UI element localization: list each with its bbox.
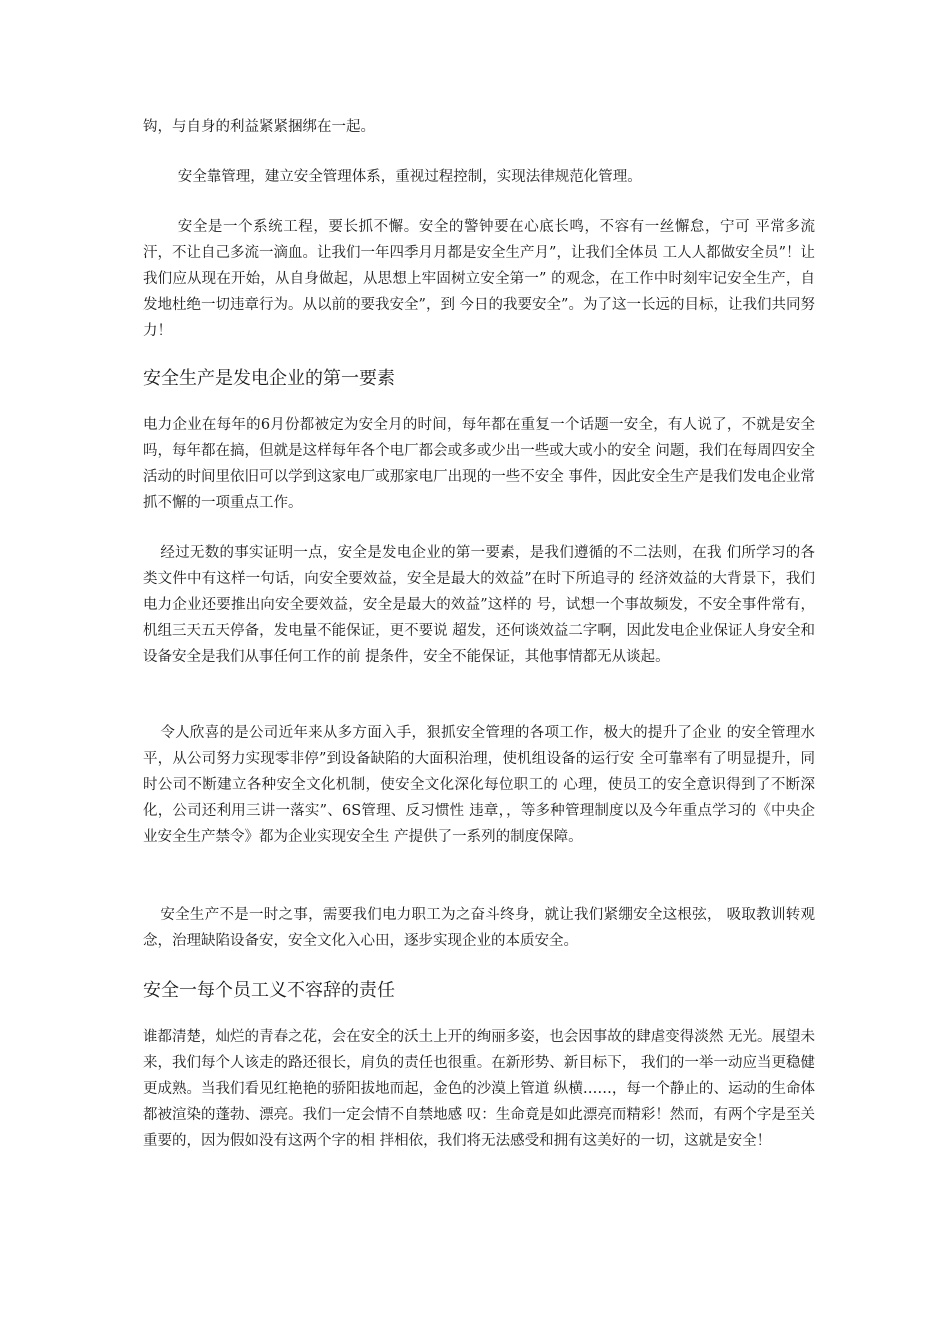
paragraph-2: 安全靠管理，建立安全管理体系，重视过程控制，实现法律规范化管理。	[177, 169, 642, 185]
section-heading-2: 安全一每个员工义不容辞的责任	[143, 980, 395, 1001]
paragraph-6: 令人欣喜的是公司近年来从多方面入手，狠抓安全管理的各项工作，极大的提升了企业 的安全管理水平，从公司努力实现零非停”到设备缺陷的大面积治理，使机组设备的运行安 全可靠率有了明显提升，同时公司不断建立各种安全文化机制，使安全文化深化每位职工的 心理，使员工的安全意识得到了不断深化，公司还利用三讲一落实”、6S管理、反习惯性 违章，，等多种管理制度以及今年重点学习的《中央企业安全生产禁令》都为企业实现安全生 产提供了一系列的制度保障。	[143, 725, 815, 845]
paragraph-8: 谁都清楚，灿烂的青春之花，会在安全的沃土上开的绚丽多姿，也会因事故的肆虐变得淡然 无光。展望未来，我们每个人该走的路还很长，肩负的责任也很重。在新形势、新目标下， 我们的一举一动应当更稳健更成熟。当我们看见红艳艳的骄阳拔地而起，金色的沙漠上管道 纵横……，每一个静止的、运动的生命体都被渲染的蓬勃、漂亮。我们一定会情不自禁地感 叹：生命竟是如此漂亮而精彩！然而，有两个字是至关重要的，因为假如没有这两个字的相 拌相依，我们将无法感受和拥有这美好的一切，这就是安全！	[143, 1029, 815, 1149]
paragraph-5: 经过无数的事实证明一点，安全是发电企业的第一要素，是我们遵循的不二法则，在我 们所学习的各类文件中有这样一句话，向安全要效益，安全是最大的效益”在时下所追寻的 经济效益的大背景下，我们电力企业还要推出向安全要效益，安全是最大的效益”这样的 号，试想一个事故频发，不安全事件常有，机组三天五天停备，发电量不能保证，更不要说 超发，还何谈效益二字啊，因此发电企业保证人身安全和设备安全是我们从事任何工作的前 提条件，安全不能保证，其他事情都无从谈起。	[143, 545, 815, 665]
paragraph-3: 安全是一个系统工程，要长抓不懈。安全的警钟要在心底长鸣，不容有一丝懈怠，宁可 平常多流汗，不让自己多流一滴血。让我们一年四季月月都是安全生产月”，让我们全体员 工人人都做安全员”！让我们应从现在开始，从自身做起，从思想上牢固树立安全第一” 的观念，在工作中时刻牢记安全生产，自发地杜绝一切违章行为。从以前的要我安全”，到 今日的我要安全”。为了这一长远的目标，让我们共同努力！	[143, 219, 815, 339]
section-heading-1: 安全生产是发电企业的第一要素	[143, 368, 395, 389]
paragraph-1: 钩，与自身的利益紧紧捆绑在一起。	[143, 119, 375, 135]
paragraph-4: 电力企业在每年的6月份都被定为安全月的时间，每年都在重复一个话题一安全，有人说了，不就是安全吗，每年都在搞，但就是这样每年各个电厂都会或多或少出一些或大或小的安全 问题，我们在每周四安全活动的时间里依旧可以学到这家电厂或那家电厂出现的一些不安全 事件，因此安全生产是我们发电企业常抓不懈的一项重点工作。	[143, 417, 815, 511]
paragraph-7: 安全生产不是一时之事，需要我们电力职工为之奋斗终身，就让我们紧绷安全这根弦， 吸取教训转观念，治理缺陷设备安，安全文化入心田，逐步实现企业的本质安全。	[143, 907, 815, 949]
